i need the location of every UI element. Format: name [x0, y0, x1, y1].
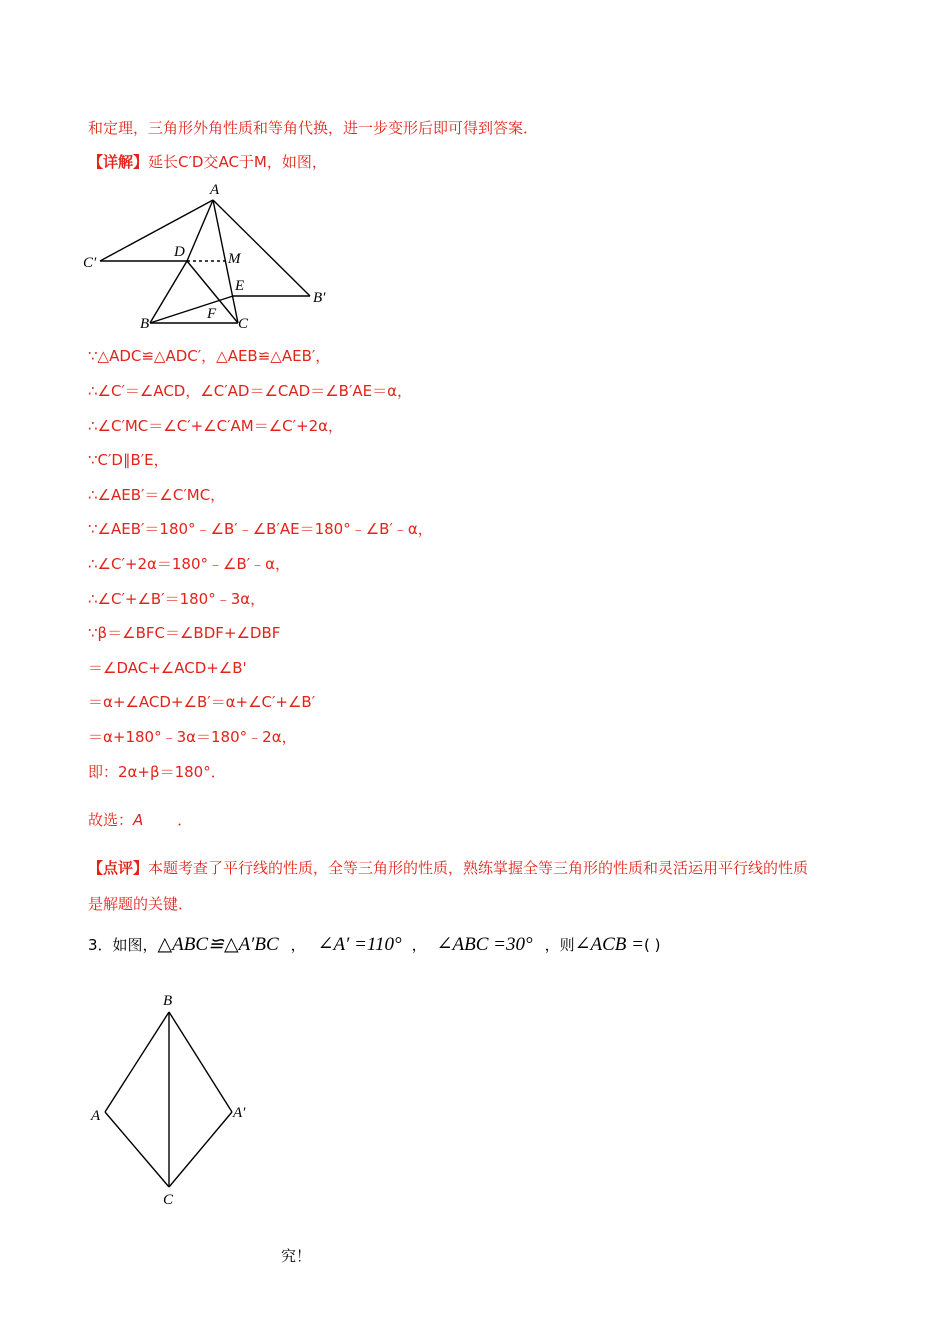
- q3-cond1: △ABC≌△A′BC: [157, 934, 279, 955]
- q3-cond3: ∠ABC =30°: [436, 934, 533, 955]
- review-line-2: 是解题的关键．: [88, 895, 194, 913]
- q3-cond2: ∠A′ =110°: [317, 934, 402, 955]
- step-7: ∴∠C′+2α＝180°﹣∠B′﹣α，: [88, 555, 291, 573]
- answer-prefix: 故选：: [88, 811, 134, 829]
- q3-sep1: ，: [290, 936, 306, 954]
- seg-AC1: [100, 200, 213, 261]
- label-C: C: [238, 316, 249, 332]
- label-A1: A′: [233, 1105, 246, 1121]
- step-9: ∵β＝∠BFC＝∠BDF+∠DBF: [88, 624, 281, 642]
- label-A: A: [91, 1108, 101, 1124]
- step-5: ∴∠AEB′＝∠C′MC，: [88, 486, 226, 504]
- footer-text: 究！: [281, 1247, 312, 1265]
- seg-A1C: [169, 1112, 232, 1187]
- seg-BA1: [169, 1012, 232, 1112]
- label-B1: B′: [313, 290, 326, 306]
- detail-line: [88, 151, 327, 172]
- answer-line: [88, 809, 192, 830]
- q3-paren: ( ): [644, 936, 661, 954]
- step-2: ∴∠C′＝∠ACD，∠C′AD＝∠CAD＝∠B′AE＝α，: [88, 382, 412, 400]
- step-10: ＝∠DAC+∠ACD+∠B': [88, 659, 247, 677]
- q3-sep3: ，则: [544, 936, 575, 954]
- question-3: [88, 933, 660, 956]
- step-11: ＝α+∠ACD+∠B′＝α+∠C′+∠B′: [88, 693, 316, 711]
- step-6: ∵∠AEB′＝180°﹣∠B′﹣∠B′AE＝180°﹣∠B′﹣α，: [88, 520, 433, 538]
- label-B: B: [163, 993, 173, 1009]
- intro-line: 和定理，三角形外角性质和等角代换，进一步变形后即可得到答案．: [88, 119, 539, 137]
- step-4: ∵C′D∥B′E，: [88, 451, 169, 469]
- answer-end: ．: [177, 811, 193, 829]
- figure-2: [80, 985, 280, 1220]
- detail-label: 【详解】: [88, 153, 149, 171]
- step-13: 即：2α+β＝180°．: [88, 763, 226, 781]
- seg-BD: [150, 261, 187, 323]
- review-text-1: 本题考查了平行线的性质，全等三角形的性质，熟练掌握全等三角形的性质和灵活运用平行线的性质: [148, 859, 809, 877]
- answer-value: A: [133, 811, 144, 829]
- q3-ask: ∠ACB =: [574, 934, 644, 955]
- label-C: C: [163, 1192, 174, 1208]
- step-3: ∴∠C′MC＝∠C′+∠C′AM＝∠C′+2α，: [88, 417, 344, 435]
- seg-AB1: [213, 200, 310, 296]
- q3-number: 3．如图，: [88, 936, 158, 954]
- figure-1: [80, 178, 340, 338]
- seg-BE: [150, 296, 233, 323]
- detail-text: 延长C′D交AC于M，如图，: [148, 153, 327, 171]
- seg-BA: [105, 1012, 169, 1112]
- label-A: A: [210, 182, 220, 198]
- label-C1: C′: [83, 255, 97, 271]
- seg-AD: [187, 200, 213, 261]
- label-D: D: [174, 244, 185, 260]
- label-E: E: [235, 278, 245, 294]
- label-F: F: [207, 306, 217, 322]
- review-label: 【点评】: [88, 859, 149, 877]
- seg-AC: [105, 1112, 169, 1187]
- step-12: ＝α+180°﹣3α＝180°﹣2α，: [88, 728, 297, 746]
- q3-sep2: ，: [411, 936, 427, 954]
- review-line-1: [88, 857, 808, 878]
- step-1: ∵△ADC≌△ADC′，△AEB≌△AEB′，: [88, 347, 331, 365]
- label-B: B: [140, 316, 150, 332]
- label-M: M: [228, 251, 241, 267]
- step-8: ∴∠C′+∠B′＝180°﹣3α，: [88, 590, 266, 608]
